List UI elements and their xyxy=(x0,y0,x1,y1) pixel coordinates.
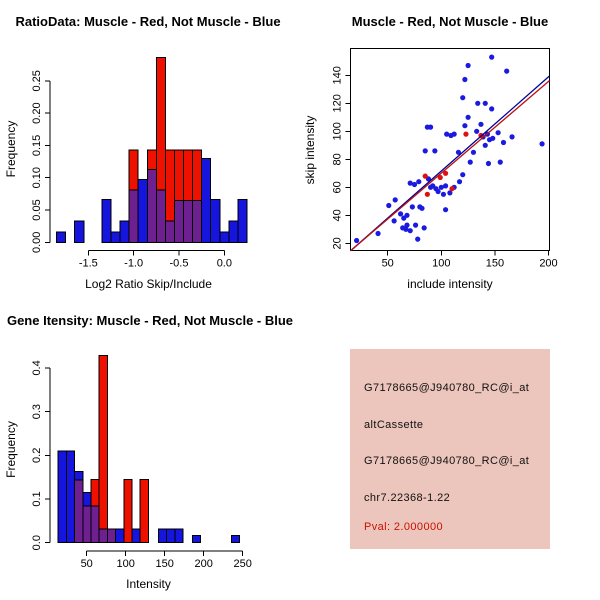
x-tick-label: 50 xyxy=(381,257,394,270)
y-tick-label: 60 xyxy=(331,181,344,194)
scatter-point-blue xyxy=(462,123,467,128)
scatter-point-blue xyxy=(509,134,514,139)
scatter-point-blue xyxy=(443,183,448,188)
scatter-point-blue xyxy=(489,55,494,60)
hist-bar xyxy=(129,150,138,190)
locus-line: chr7.22368-1.22 xyxy=(364,492,451,504)
hist-bar xyxy=(75,221,84,242)
scatter-point-blue xyxy=(404,223,409,228)
x-tick-label: 100 xyxy=(116,558,135,570)
hist-bar xyxy=(147,150,156,169)
hist-bar xyxy=(83,492,91,506)
x-tick-label: 0.0 xyxy=(216,257,232,270)
hist-bar xyxy=(220,232,229,242)
hist-bar-overlap xyxy=(75,480,83,542)
scatter-point-blue xyxy=(443,207,448,212)
scatter-point-blue xyxy=(539,141,544,146)
hist-bar-overlap xyxy=(99,529,107,543)
x-tick-label: 100 xyxy=(432,257,451,270)
hist-bar xyxy=(132,529,140,543)
scatter-point-blue xyxy=(457,179,462,184)
y-tick-label: 0.05 xyxy=(31,199,43,221)
y-tick-label: 20 xyxy=(331,237,344,250)
hist-bar xyxy=(111,232,120,242)
hist-bar xyxy=(193,150,202,200)
plot-frame xyxy=(351,48,550,250)
scatter-point-blue xyxy=(452,132,457,137)
hist-bar xyxy=(57,232,66,242)
y-tick-label: 0.3 xyxy=(31,403,43,420)
hist-bar-overlap xyxy=(147,169,156,242)
intensity-scatter-panel xyxy=(300,0,600,300)
hist-bar xyxy=(91,479,99,506)
splice-event-type-line: altCassette xyxy=(364,419,424,431)
scatter-point-blue xyxy=(501,140,506,145)
scatter-point-blue xyxy=(415,237,420,242)
scatter-point-blue xyxy=(486,161,491,166)
gene-intensity-histogram-panel xyxy=(0,300,300,600)
y-tick-label: 40 xyxy=(331,209,344,222)
hist-bar xyxy=(116,529,124,543)
scatter-point-blue xyxy=(422,225,427,230)
x-tick-label: -1.5 xyxy=(78,257,98,270)
scatter-point-blue xyxy=(504,69,509,74)
scatter-point-blue xyxy=(466,63,471,68)
scatter-point-blue xyxy=(410,204,415,209)
hist-bar-overlap xyxy=(91,506,99,543)
scatter-point-blue xyxy=(416,179,421,184)
scatter-point-blue xyxy=(489,106,494,111)
gene-info-panel xyxy=(300,300,600,600)
hist-bar xyxy=(192,536,200,543)
hist-bar xyxy=(124,479,132,542)
scatter-point-blue xyxy=(354,238,359,243)
scatter-point-blue xyxy=(375,231,380,236)
hist-bar xyxy=(174,150,183,200)
scatter-point-blue xyxy=(435,189,440,194)
x-tick-label: 250 xyxy=(233,558,252,570)
scatter-point-blue xyxy=(483,143,488,148)
y-tick-label: 0.4 xyxy=(31,360,43,376)
scatter-point-blue xyxy=(478,122,483,127)
scatter-point-blue xyxy=(460,95,465,100)
hist-bar-overlap xyxy=(184,200,193,242)
y-tick-label: 140 xyxy=(331,66,344,85)
scatter-point-blue xyxy=(392,218,397,223)
x-axis-label: Intensity xyxy=(126,577,171,591)
chart-title: Gene Itensity: Muscle - Red, Not Muscle - Blue xyxy=(6,313,294,328)
scatter-point-blue xyxy=(432,148,437,153)
scatter-point-red xyxy=(463,132,468,137)
hist-bar xyxy=(75,471,83,480)
y-tick-label: 0.2 xyxy=(31,447,43,463)
scatter-point-blue xyxy=(496,130,501,135)
scatter-point-blue xyxy=(423,148,428,153)
y-tick-label: 120 xyxy=(331,94,344,113)
y-tick-label: 0.25 xyxy=(31,70,43,92)
pval-line: Pval: 2.000000 xyxy=(364,521,443,533)
chart-title: RatioData: Muscle - Red, Not Muscle - Blue xyxy=(15,14,281,29)
x-axis-label: Log2 Ratio Skip/Include xyxy=(85,277,212,291)
x-tick-label: 150 xyxy=(155,558,174,570)
scatter-point-red xyxy=(425,192,430,197)
scatter-point-blue xyxy=(483,101,488,106)
hist-bar xyxy=(231,536,239,543)
y-tick-label: 0.10 xyxy=(31,166,43,189)
y-tick-label: 0.00 xyxy=(31,231,43,254)
hist-bar xyxy=(158,529,166,543)
scatter-point-blue xyxy=(393,197,398,202)
y-tick-label: 0.0 xyxy=(31,535,43,551)
hist-bar xyxy=(175,529,183,543)
y-tick-label: 0.15 xyxy=(31,134,43,157)
hist-bar xyxy=(138,180,147,243)
scatter-point-blue xyxy=(498,160,503,165)
x-tick-label: 200 xyxy=(194,558,213,570)
probe-id-line-2: G7178665@J940780_RC@i_at xyxy=(364,455,530,467)
hist-bar-overlap xyxy=(165,221,174,242)
scatter-point-blue xyxy=(475,101,480,106)
gene-intensity-histogram-canvas xyxy=(0,300,300,600)
gene-info-box xyxy=(350,349,550,549)
scatter-point-red xyxy=(449,186,454,191)
hist-bar-overlap xyxy=(156,190,165,242)
x-tick-label: -0.5 xyxy=(169,257,189,270)
x-tick-label: 150 xyxy=(485,257,505,270)
scatter-point-blue xyxy=(428,125,433,130)
scatter-point-blue xyxy=(474,129,479,134)
x-tick-label: -1.0 xyxy=(124,257,144,270)
hist-bar xyxy=(58,451,66,543)
scatter-point-blue xyxy=(408,228,413,233)
scatter-point-red xyxy=(423,174,428,179)
intensity-scatter-canvas xyxy=(300,0,600,300)
hist-bar xyxy=(156,58,165,190)
scatter-point-blue xyxy=(468,160,473,165)
fit-line-red xyxy=(351,81,550,251)
y-axis-label: skip intensity xyxy=(303,115,317,185)
hist-bar xyxy=(102,200,111,243)
y-tick-label: 80 xyxy=(331,153,344,166)
y-tick-label: 0.20 xyxy=(31,102,43,124)
hist-bar xyxy=(184,150,193,200)
scatter-point-blue xyxy=(462,77,467,82)
x-tick-label: 200 xyxy=(539,257,558,270)
scatter-point-blue xyxy=(460,172,465,177)
scatter-point-blue xyxy=(398,211,403,216)
hist-bar-overlap xyxy=(193,200,202,242)
scatter-point-blue xyxy=(404,213,409,218)
hist-bar-overlap xyxy=(174,200,183,242)
hist-bar-overlap xyxy=(107,529,115,543)
scatter-point-blue xyxy=(466,115,471,120)
x-axis-label: include intensity xyxy=(407,277,493,291)
y-tick-label: 100 xyxy=(331,122,344,141)
scatter-point-blue xyxy=(413,223,418,228)
hist-bar xyxy=(238,200,247,243)
chart-title: Muscle - Red, Not Muscle - Blue xyxy=(351,14,549,29)
hist-bar-overlap xyxy=(129,190,138,242)
scatter-point-blue xyxy=(441,192,446,197)
hist-bar xyxy=(66,451,74,543)
hist-bar-overlap xyxy=(83,506,91,543)
y-tick-label: 0.1 xyxy=(31,491,43,507)
hist-bar xyxy=(211,200,220,243)
hist-bar xyxy=(167,529,175,543)
hist-bar xyxy=(229,221,238,242)
hist-bar xyxy=(120,221,129,242)
scatter-point-blue xyxy=(412,182,417,187)
scatter-point-blue xyxy=(471,150,476,155)
hist-bar xyxy=(202,158,211,242)
scatter-point-blue xyxy=(386,203,391,208)
probe-id-line: G7178665@J940780_RC@i_at xyxy=(364,382,530,394)
scatter-point-blue xyxy=(419,206,424,211)
ratio-histogram-canvas xyxy=(0,0,300,300)
y-axis-label: Frequency xyxy=(4,120,18,178)
x-tick-label: 50 xyxy=(80,558,93,570)
y-axis-label: Frequency xyxy=(4,421,18,478)
hist-bar xyxy=(99,356,107,529)
scatter-point-blue xyxy=(490,136,495,141)
ratio-histogram-panel xyxy=(0,0,300,300)
hist-bar xyxy=(165,150,174,221)
hist-bar xyxy=(140,479,148,542)
